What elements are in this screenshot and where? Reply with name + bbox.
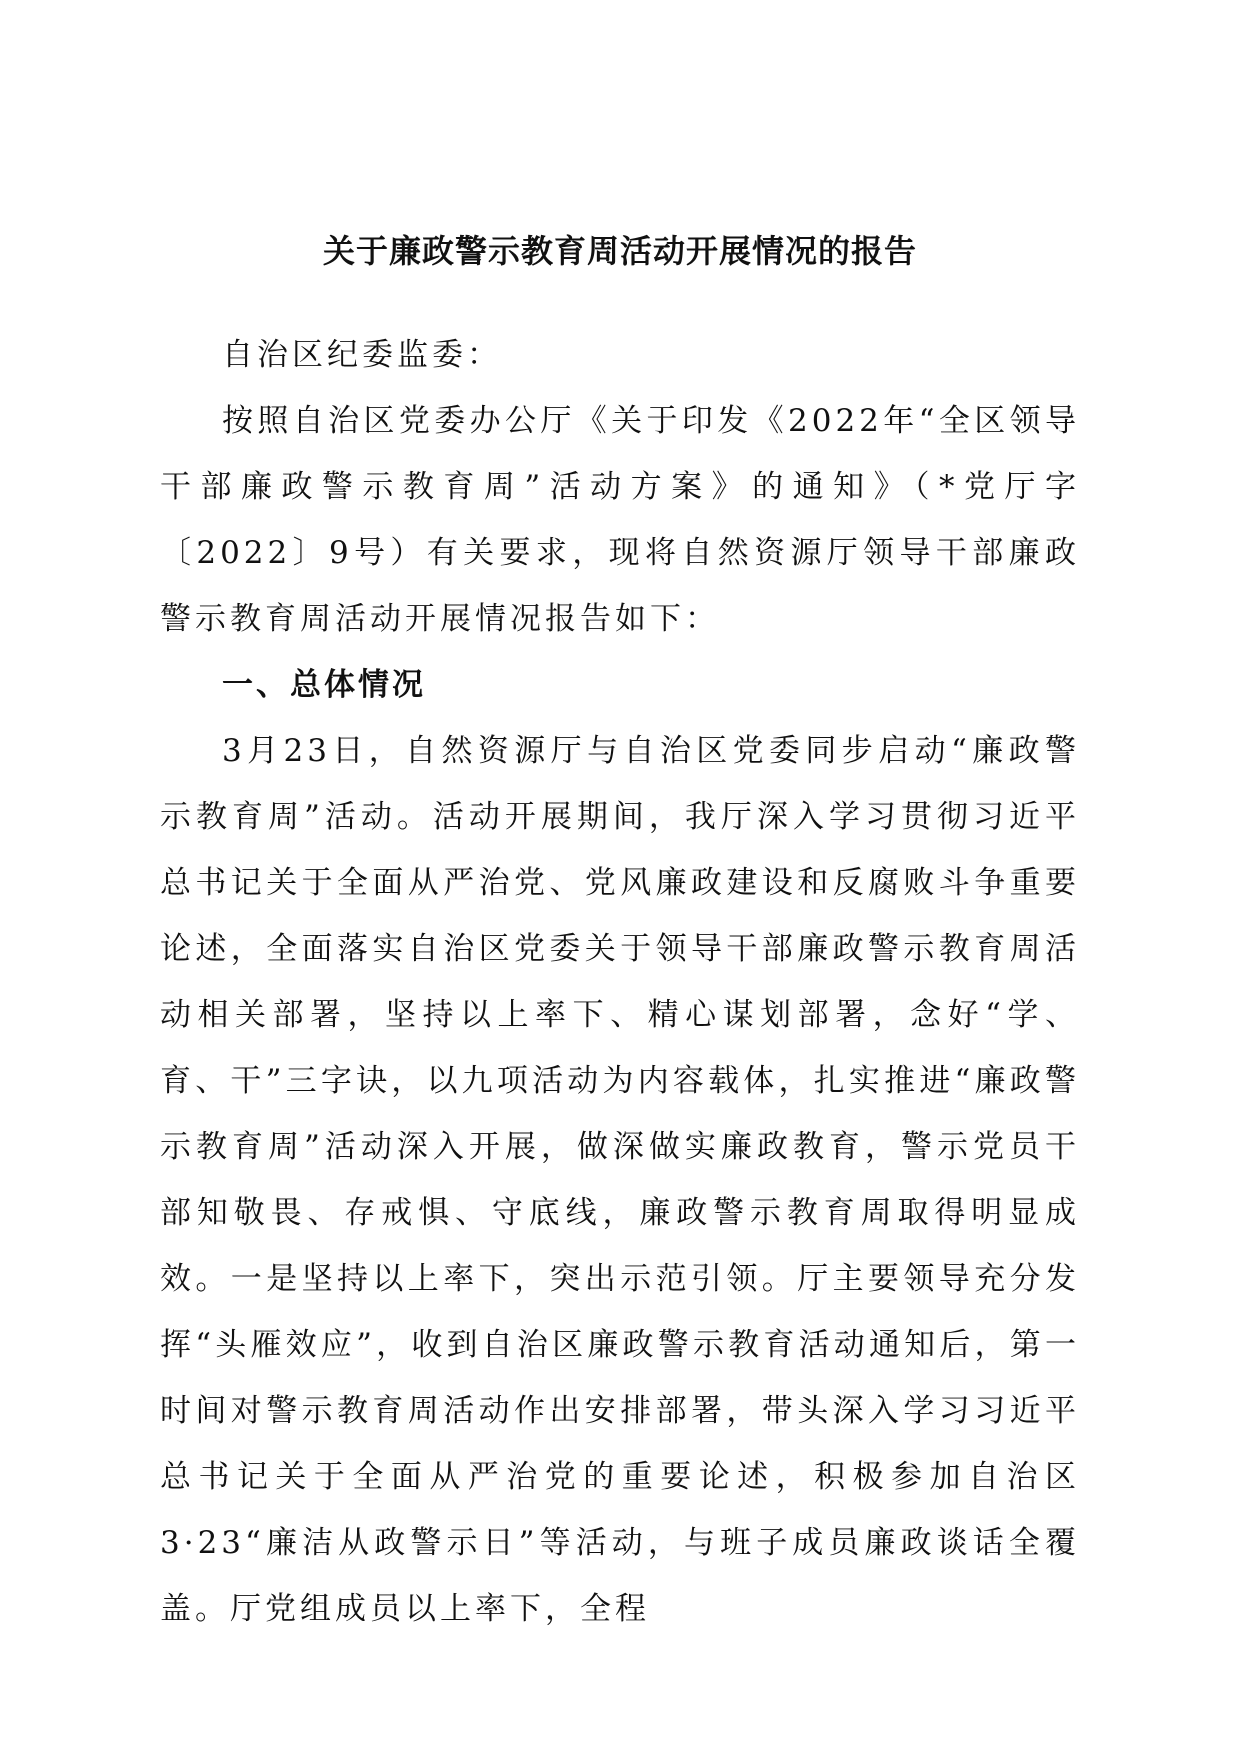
salutation: 自治区纪委监委： (222, 337, 502, 373)
section-paragraph-overview: 3月23日，自然资源厅与自治区党委同步启动“廉政警示教育周”活动。活动开展期间，我厅深入学习贯彻习近平总书记关于全面从严治党、党风廉政建设和反腐败斗争重要论述，全面落实自治区党委关于领导干部廉政警示教育周活动相关部署，坚持以上率下、精心谋划部署，念好“学、育、干”三字诀，以九项活动为内容载体，扎实推进“廉政警示教育周”活动深入开展，做深做实廉政教育，警示党员干部知敬畏、存戒惧、守底线，廉政警示教育周取得明显成效。一是坚持以上率下，突出示范引领。厅主要领导充分发挥“头雁效应”，收到自治区廉政警示教育活动通知后，第一时间对警示教育周活动作出安排部署，带头深入学习习近平总书记关于全面从严治党的重要论述，积极参加自治区3·23“廉洁从政警示日”等活动，与班子成员廉政谈话全覆盖。厅党组成员以上率下，全程 (160, 733, 1080, 1627)
document-title: 关于廉政警示教育周活动开展情况的报告 (322, 232, 917, 270)
document-body (160, 322, 1080, 1642)
section-heading-overview: 一、总体情况 (222, 667, 426, 703)
intro-paragraph: 按照自治区党委办公厅《关于印发《2022年“全区领导干部廉政警示教育周”活动方案》的通知》（*党厅字〔2022〕9号）有关要求，现将自然资源厅领导干部廉政警示教育周活动开展情况报告如下： (160, 403, 1080, 637)
